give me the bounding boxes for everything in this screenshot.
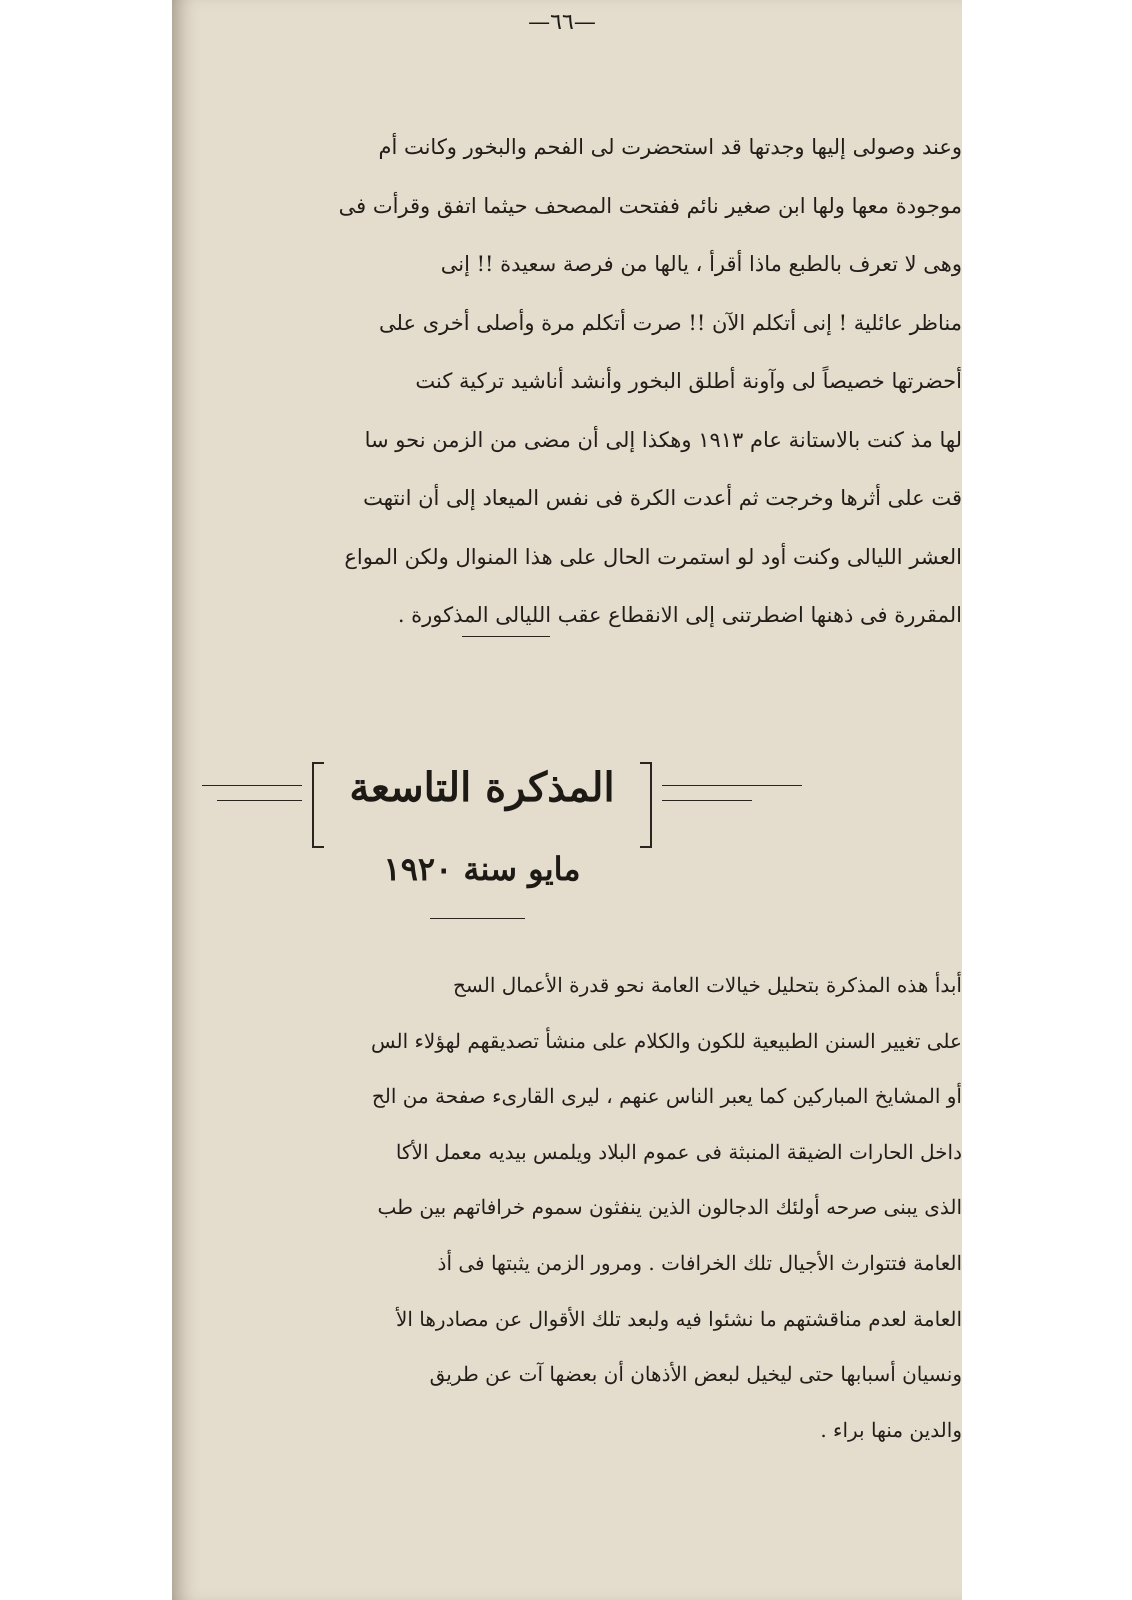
title-ornament-line-right bbox=[662, 800, 752, 801]
text-line: داخل الحارات الضيقة المنبثة فى عموم البلاد ويلمس بيديه معمل الأكا bbox=[395, 1139, 962, 1164]
text-line: والدين منها براء . bbox=[820, 1417, 962, 1442]
text-line: ونسيان أسبابها حتى ليخيل لبعض الأذهان أن بعضها آت عن طريق bbox=[429, 1362, 962, 1387]
text-line: العامة فتتوارث الأجيال تلك الخرافات . ومرور الزمن يثبتها فى أذ bbox=[437, 1250, 962, 1275]
text-line: المقررة فى ذهنها اضطرتنى إلى الانقطاع عقب الليالى المذكورة . bbox=[397, 603, 962, 627]
section-title: المذكرة التاسعة bbox=[349, 764, 615, 811]
text-line: قت على أثرها وخرجت ثم أعدت الكرة فى نفس الميعاد إلى أن انتهت bbox=[363, 486, 962, 510]
text-line: لها مذ كنت بالاستانة عام ١٩١٣ وهكذا إلى أن مضى من الزمن نحو سا bbox=[364, 427, 962, 452]
date-underline bbox=[430, 918, 525, 919]
text-line: الذى يبنى صرحه أولئك الدجالون الذين ينفثون سموم خرافاتهم بين طب bbox=[377, 1195, 962, 1220]
text-line: أبدأ هذه المذكرة بتحليل خيالات العامة نحو قدرة الأعمال السح bbox=[452, 973, 962, 997]
text-line: مناظر عائلية ! إنى أتكلم الآن !! صرت أتكلم مرة وأصلى أخرى على bbox=[379, 310, 962, 335]
text-line: موجودة معها ولها ابن صغير نائم ففتحت المصحف حيثما اتفق وقرأت فى bbox=[338, 193, 962, 218]
text-line: وعند وصولى إليها وجدتها قد استحضرت لى الفحم والبخور وكانت أم bbox=[378, 135, 962, 159]
section-divider bbox=[462, 636, 550, 637]
paragraph-1 bbox=[180, 118, 962, 645]
text-line: أحضرتها خصيصاً لى وآونة أطلق البخور وأنشد أناشيد تركية كنت bbox=[415, 369, 962, 393]
section-title-frame bbox=[312, 760, 652, 848]
text-line: العامة لعدم مناقشتهم ما نشئوا فيه ولبعد تلك الأقوال عن مصادرها الأ bbox=[395, 1306, 962, 1331]
text-line: أو المشايخ المباركين كما يعبر الناس عنهم ، ليرى القارىء صفحة من الح bbox=[371, 1084, 962, 1109]
text-line: العشر الليالى وكنت أود لو استمرت الحال على هذا المنوال ولكن المواع bbox=[344, 544, 962, 569]
text-line: وهى لا تعرف بالطبع ماذا أقرأ ، يالها من فرصة سعيدة !! إنى bbox=[440, 252, 962, 276]
page-number: —٦٦— bbox=[528, 10, 596, 35]
paragraph-2 bbox=[180, 958, 962, 1458]
book-page bbox=[172, 0, 962, 1600]
title-ornament-line-right bbox=[662, 785, 802, 786]
title-ornament-line-left bbox=[202, 785, 302, 786]
text-line: على تغيير السنن الطبيعية للكون والكلام على منشأ تصديقهم لهؤلاء الس bbox=[371, 1028, 962, 1053]
title-ornament-line-left bbox=[217, 800, 302, 801]
section-date: مايو سنة ١٩٢٠ bbox=[383, 850, 581, 888]
